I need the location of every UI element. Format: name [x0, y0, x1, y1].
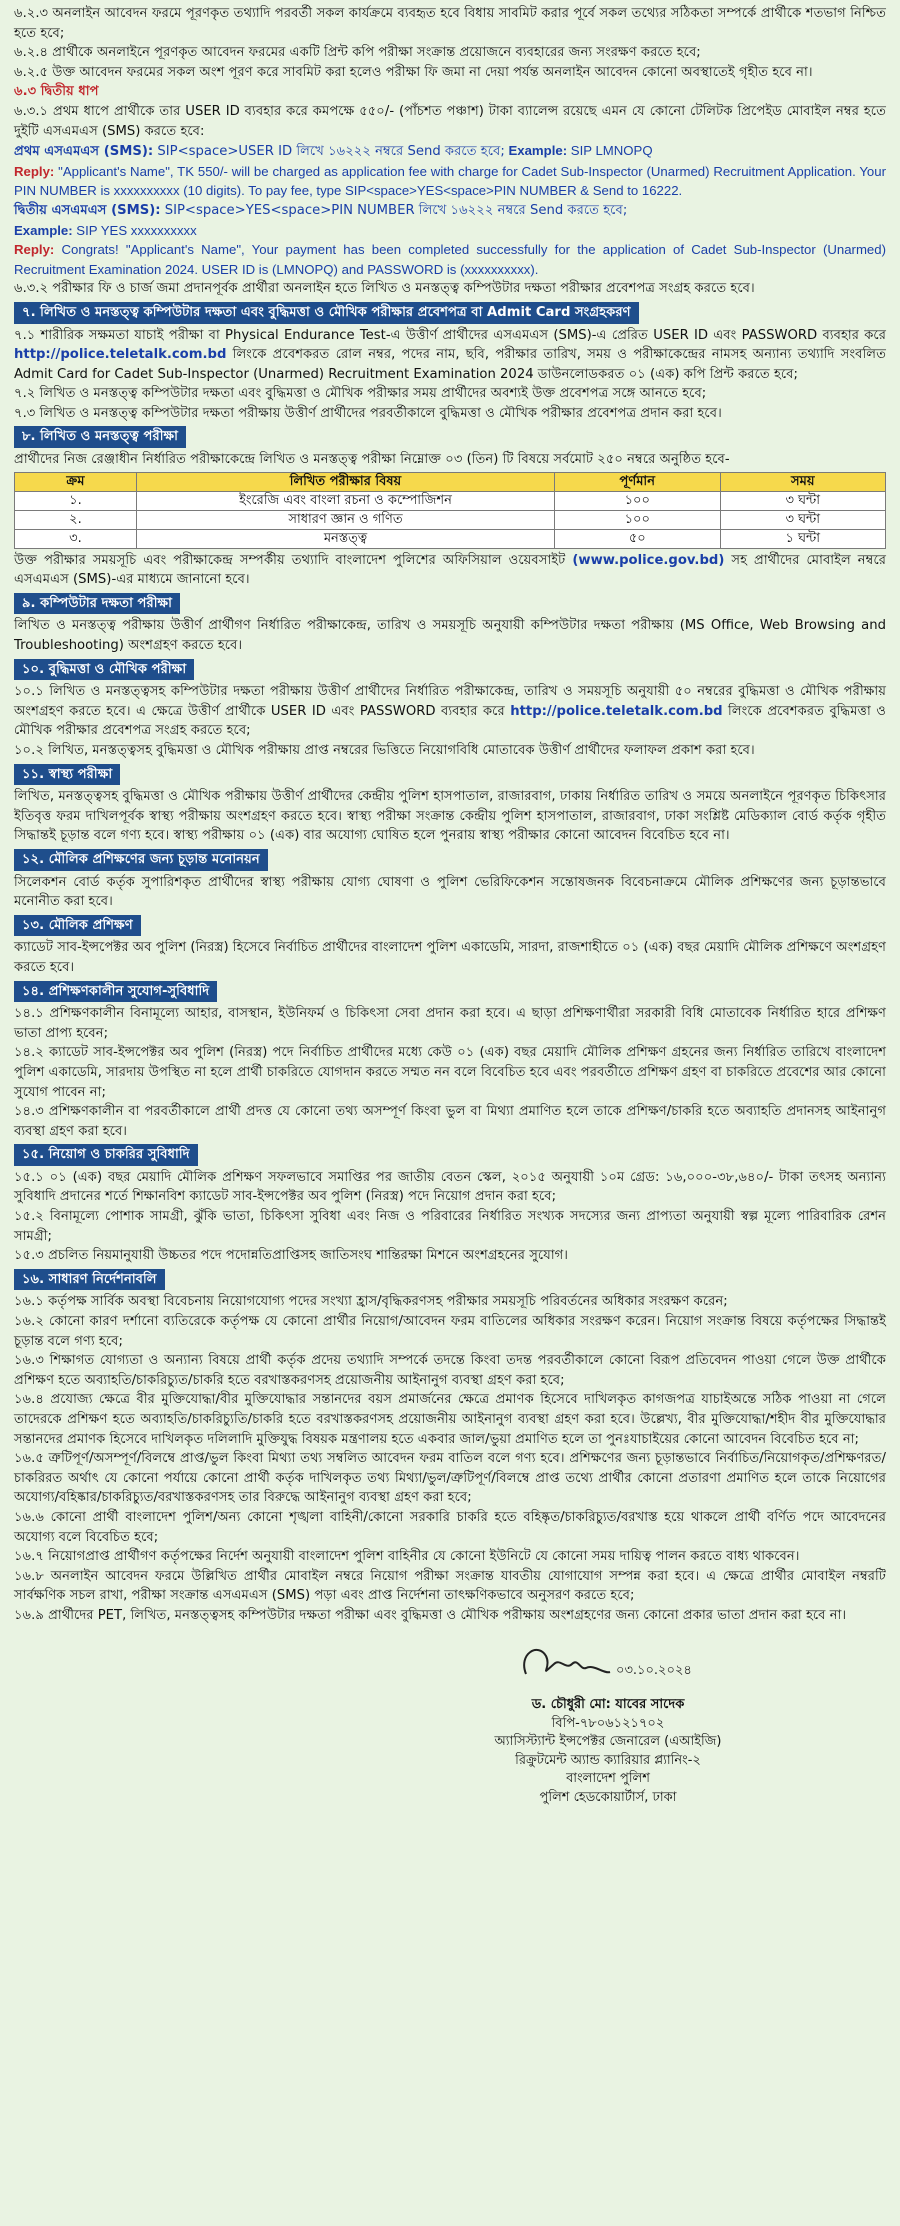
para-16-5: ১৬.৫ ত্রুটিপূর্ণ/অসম্পূর্ণ/বিলম্বে প্রাপ্ত/ভুল কিংবা মিথ্যা তথ্য সম্বলিত আবেদন ফরম বাতিল বলে গণ্য হবে। প্রশিক্ষণের জন্য চূড়ান্তভাবে নির্বাচিত/নিয়োগকৃত/প্রশিক্ষণরত/চাকরিরত অর্থাৎ যে কোনো পর্যায়ে কোনো প্রার্থী কর্তৃক দাখিলকৃত তথ্য মিথ্যা/ভুল/ত্রুটিপূর্ণ/বিলম্বে প্রাপ্ত তথ্যে প্রার্থীর কোনো প্রতারণা প্রমাণিত হলে তাকে নিয়োগের অযোগ্য/বহিষ্কার/চাকরিচ্যুত/বরখাস্তকরণসহ তার বিরুদ্ধে আইনানুগ ব্যবস্থা গ্রহণ করা হবে;: [14, 1451, 886, 1506]
table-cell: ইংরেজি এবং বাংলা রচনা ও কম্পোজিশন: [136, 491, 554, 510]
exam-subject-table: [14, 472, 886, 549]
example1-text: SIP LMNOPQ: [567, 143, 653, 159]
para-8-note: [14, 551, 886, 590]
para-7-1-b: লিংকে প্রবেশকরত রোল নম্বর, পদের নাম, ছবি, পরীক্ষার তারিখ, সময় ও পরীক্ষাকেন্দ্রের নামসহ অন্যান্য তথ্যাদি সংবলিত Admit Card for Cadet Sub-Inspector (Unarmed) Recruitment Examination 2024 ডাউনলোডকরত ০১ (এক) কপি প্রিন্ট করতে হবে;: [14, 347, 886, 382]
table-cell: ১.: [15, 491, 137, 510]
table-cell: ১ ঘন্টা: [720, 529, 886, 548]
table-cell: ১০০: [555, 491, 720, 510]
col-subject: লিখিত পরীক্ষার বিষয়: [136, 472, 554, 491]
para-7-1-a: ৭.১ শারীরিক সক্ষমতা যাচাই পরীক্ষা বা Physical Endurance Test-এ উত্তীর্ণ প্রার্থীদের এসএমএস (SMS)-এ প্রেরিত USER ID এবং PASSWORD ব্যবহার করে: [14, 327, 886, 343]
para-10-1-a: ১০.১ লিখিত ও মনস্তত্ত্বসহ কম্পিউটার দক্ষতা পরীক্ষায় উত্তীর্ণ প্রার্থীদের নির্ধারিত পরীক্ষাকেন্দ্র, তারিখ ও সময়সূচি অনুযায়ী ৫০ নম্বরের বুদ্ধিমত্তা ও মৌখিক পরীক্ষায় অংশগ্রহণ করতে হবে। এ ক্ষেত্রে উত্তীর্ণ প্রার্থীকে USER ID এবং PASSWORD ব্যবহার করে: [14, 684, 886, 719]
section-11-heading: ১১. স্বাস্থ্য পরীক্ষা: [14, 764, 120, 786]
teletalk-link[interactable]: http://police.teletalk.com.bd: [14, 347, 227, 363]
signer-title: অ্যাসিস্ট্যান্ট ইন্সপেক্টর জেনারেল (এআইজি): [494, 1734, 722, 1750]
col-time: সময়: [720, 472, 886, 491]
para-8-intro: প্রার্থীদের নিজ রেঞ্জাধীন নির্ধারিত পরীক্ষাকেন্দ্রে লিখিত ও মনস্তত্ত্ব পরীক্ষা নিম্নোক্ত ০৩ (তিন) টি বিষয়ে সর্বমোট ২৫০ নম্বরে অনুষ্ঠিত হবে-: [14, 452, 730, 468]
signer-name: ড. চৌধুরী মো: যাবের সাদেক: [531, 1697, 685, 1713]
sms1-label: প্রথম এসএমএস (SMS):: [14, 144, 154, 160]
example2-label: Example:: [14, 222, 73, 238]
example2-line: [14, 221, 886, 241]
table-row: [15, 491, 886, 510]
table-cell: ৩.: [15, 529, 137, 548]
sms2-line: [14, 201, 886, 221]
para-14-3: ১৪.৩ প্রশিক্ষণকালীন বা পরবর্তীকালে প্রার্থী প্রদত্ত যে কোনো তথ্য অসম্পূর্ণ কিংবা ভুল বা মিথ্যা প্রমাণিত হলে তাকে প্রশিক্ষণ/চাকরি হতে অব্যাহতি প্রদানসহ আইনানুগ ব্যবস্থা গ্রহণ করা হবে।: [14, 1104, 886, 1139]
table-cell: ২.: [15, 510, 137, 529]
signer-bp: বিপি-৭৮০৬১২১৭০২: [551, 1715, 665, 1731]
table-cell: ৫০: [555, 529, 720, 548]
table-row: [15, 510, 886, 529]
table-cell: সাধারণ জ্ঞান ও গণিত: [136, 510, 554, 529]
para-15-3: ১৫.৩ প্রচলিত নিয়মানুযায়ী উচ্চতর পদে পদোন্নতিপ্রাপ্তিসহ জাতিসংঘ শান্তিরক্ষা মিশনে অংশগ্রহনের সুযোগ।: [14, 1248, 569, 1264]
para-14-1: ১৪.১ প্রশিক্ষণকালীন বিনামূল্যে আহার, বাসস্থান, ইউনিফর্ম ও চিকিৎসা সেবা প্রদান করা হবে। এ ছাড়া প্রশিক্ষণার্থীরা সরকারী বিধি মোতাবেক নির্ধারিত হারে প্রশিক্ষণ ভাতা প্রাপ্য হবেন;: [14, 1006, 886, 1041]
para-16-7: ১৬.৭ নিয়োগপ্রাপ্ত প্রার্থীগণ কর্তৃপক্ষের নির্দেশ অনুযায়ী বাংলাদেশ পুলিশ বাহিনীর যে কোনো ইউনিটে যে কোনো সময় দায়িত্ব পালন করতে বাধ্য থাকবেন।: [14, 1549, 800, 1565]
col-serial: ক্রম: [15, 472, 137, 491]
para-7-3: ৭.৩ লিখিত ও মনস্তত্ত্ব কম্পিউটার দক্ষতা পরীক্ষায় উত্তীর্ণ প্রার্থীদের পরবর্তীকালে বুদ্ধিমত্তা ও মৌখিক পরীক্ষার প্রবেশপত্র প্রদান করা হবে।: [14, 405, 722, 421]
para-10-1: [14, 682, 886, 741]
para-6-2-4: ৬.২.৪ প্রার্থীকে অনলাইনে পূরণকৃত আবেদন ফরমের একটি প্রিন্ট কপি পরীক্ষা সংক্রান্ত প্রয়োজনে ব্যবহারের জন্য সংরক্ষণ করতে হবে;: [14, 45, 701, 61]
example2-text: SIP YES xxxxxxxxxx: [72, 222, 197, 238]
para-15-2: ১৫.২ বিনামূল্যে পোশাক সামগ্রী, ঝুঁকি ভাতা, চিকিৎসা সুবিধা এবং নিজ ও পরিবারের নির্ধারিত সংখ্যক সদস্যের জন্য প্রাপ্যতা অনুযায়ী স্বল্প মূল্যে পারিবারিক রেশন সামগ্রী;: [14, 1209, 886, 1244]
para-16-6: ১৬.৬ কোনো প্রার্থী বাংলাদেশ পুলিশ/অন্য কোনো শৃঙ্খলা বাহিনী/কোনো সরকারি চাকরি হতে বহিষ্কৃত/চাকরিচ্যুত/বরখাস্ত হয়ে থাকলে প্রার্থী বর্ণিত পদে আবেদনের অযোগ্য বলে বিবেচিত হবে;: [14, 1509, 886, 1545]
para-10-1-b: লিংকে প্রবেশকরত বুদ্ধিমত্তা ও মৌখিক পরীক্ষার প্রবেশপত্র সংগ্রহ করতে হবে;: [14, 703, 886, 739]
signer-office: পুলিশ হেডকোয়ার্টার্স, ঢাকা: [539, 1789, 677, 1805]
sms1-line: [14, 141, 886, 162]
reply2-line: [14, 240, 886, 279]
table-cell: ১০০: [555, 510, 720, 529]
para-8-note-a: উক্ত পরীক্ষার সময়সূচি এবং পরীক্ষাকেন্দ্র সম্পর্কীয় তথ্যাদি বাংলাদেশ পুলিশের অফিসিয়াল ওয়েবসাইট: [14, 552, 573, 568]
para-7-1: [14, 326, 886, 385]
table-cell: মনস্তত্ত্ব: [136, 529, 554, 548]
section-9-heading: ৯. কম্পিউটার দক্ষতা পরীক্ষা: [14, 593, 180, 615]
handwritten-signature: [508, 1634, 708, 1690]
reply2-label: Reply:: [14, 242, 55, 258]
para-6-2-3: ৬.২.৩ অনলাইন আবেদন ফরমে পূরণকৃত তথ্যাদি পরবর্তী সকল কার্যক্রমে ব্যবহৃত হবে বিধায় সাবমিট করার পূর্বে সকল তথ্যের সঠিকতা সম্পর্কে প্রার্থীকে শতভাগ নিশ্চিত হতে হবে;: [14, 6, 886, 41]
para-7-2: ৭.২ লিখিত ও মনস্তত্ত্ব কম্পিউটার দক্ষতা এবং বুদ্ধিমত্তা ও মৌখিক পরীক্ষার সময় প্রার্থীদের অবশ্যই উক্ত প্রবেশপত্র সঙ্গে আনতে হবে;: [14, 386, 707, 402]
sms2-text: SIP<space>YES<space>PIN NUMBER লিখে ১৬২২২ নম্বরে Send করতে হবে;: [160, 202, 628, 218]
police-website-link[interactable]: (www.police.gov.bd): [572, 552, 725, 568]
section-15-heading: ১৫. নিয়োগ ও চাকরির সুবিধাদি: [14, 1144, 198, 1166]
para-6-2-5: ৬.২.৫ উক্ত আবেদন ফরমের সকল অংশ পূরণ করে সাবমিট করা হলেও পরীক্ষা ফি জমা না দেয়া পর্যন্ত অনলাইন আবেদন কোনো অবস্থাতেই গৃহীত হবে না।: [14, 64, 813, 80]
table-cell: ৩ ঘন্টা: [720, 510, 886, 529]
reply1-line: [14, 162, 886, 201]
sms2-label: দ্বিতীয় এসএমএস (SMS):: [14, 202, 161, 218]
sms1-text: SIP<space>USER ID লিখে ১৬২২২ নম্বরে Send করতে হবে;: [153, 144, 505, 160]
teletalk-link[interactable]: http://police.teletalk.com.bd: [510, 703, 723, 719]
signer-dept: রিক্রুটমেন্ট অ্যান্ড ক্যারিয়ার প্ল্যানিং-২: [515, 1752, 701, 1768]
para-12: সিলেকশন বোর্ড কর্তৃক সুপারিশকৃত প্রার্থীদের স্বাস্থ্য পরীক্ষায় যোগ্য ঘোষণা ও পুলিশ ভেরিফিকেশন সন্তোষজনক বিবেচনাক্রমে মৌলিক প্রশিক্ষণের জন্য চূড়ান্তভাবে মনোনীত করা হবে।: [14, 874, 886, 910]
section-13-heading: ১৩. মৌলিক প্রশিক্ষণ: [14, 915, 141, 937]
signature-date: ০৩.১০.২০২৪: [616, 1662, 692, 1678]
table-row: [15, 529, 886, 548]
section-7-heading: ৭. লিখিত ও মনস্তত্ত্ব কম্পিউটার দক্ষতা এবং বুদ্ধিমত্তা ও মৌখিক পরীক্ষার প্রবেশপত্র বা Admit Card সংগ্রহকরণ: [14, 302, 639, 324]
para-15-1: ১৫.১ ০১ (এক) বছর মেয়াদি মৌলিক প্রশিক্ষণ সফলভাবে সমাপ্তির পর জাতীয় বেতন স্কেল, ২০১৫ অনুযায়ী ১০ম গ্রেড: ১৬,০০০-৩৮,৬৪০/- টাকা তৎসহ অন্যান্য সুবিধাদি প্রদানের শর্তে শিক্ষানবিশ ক্যাডেট সাব-ইন্সপেক্টর অব পুলিশ (নিরস্ত্র) পদে নিয়োগ প্রদান করা হবে;: [14, 1169, 886, 1205]
para-16-1: ১৬.১ কর্তৃপক্ষ সার্বিক অবস্থা বিবেচনায় নিয়োগযোগ্য পদের সংখ্যা হ্রাস/বৃদ্ধিকরণসহ পরীক্ষার সময়সূচি পরিবর্তনের অধিকার সংরক্ষণ করেন;: [14, 1294, 728, 1310]
table-cell: ৩ ঘন্টা: [720, 491, 886, 510]
para-16-2: ১৬.২ কোনো কারণ দর্শানো ব্যতিরেকে কর্তৃপক্ষ যে কোনো প্রার্থীর নিয়োগ/আবেদন ফরম বাতিলের অধিকার সংরক্ষণ করেন। নিয়োগ সংক্রান্ত বিষয়ে কর্তৃপক্ষের সিদ্ধান্তই চূড়ান্ত বলে গণ্য হবে;: [14, 1314, 886, 1349]
para-11: লিখিত, মনস্তত্ত্বসহ বুদ্ধিমত্তা ও মৌখিক পরীক্ষায় উত্তীর্ণ প্রার্থীদের কেন্দ্রীয় পুলিশ হাসপাতাল, রাজারবাগ, ঢাকায় নির্ধারিত তারিখ ও সময়ে অনলাইনে পূরণকৃত চিকিৎসার ইতিবৃত্ত ফরম দাখিলপূর্বক স্বাস্থ্য পরীক্ষায় অংশগ্রহণ করতে হবে। স্বাস্থ্য পরীক্ষা সংক্রান্ত কেন্দ্রীয় পুলিশ হাসপাতাল, রাজারবাগ, ঢাকা সংশ্লিষ্ট মেডিক্যাল বোর্ড কর্তৃক গৃহীত সিদ্ধান্তই চূড়ান্ত বলে গণ্য হবে। স্বাস্থ্য পরীক্ষায় ০১ (এক) বার অযোগ্য ঘোষিত হলে পুনরায় স্বাস্থ্য পরীক্ষার কোনো আবেদন বিবেচিত হবে না।: [14, 789, 886, 844]
section-16-heading: ১৬. সাধারণ নির্দেশনাবলি: [14, 1269, 165, 1291]
reply1-label: Reply:: [14, 163, 55, 179]
para-16-3: ১৬.৩ শিক্ষাগত যোগ্যতা ও অন্যান্য বিষয়ে প্রার্থী কর্তৃক প্রদেয় তথ্যাদি সম্পর্কে তদন্তে কিংবা তদন্ত পরবর্তীকালে কোনো বিরূপ প্রতিবেদন পাওয়া গেলে উক্ত প্রার্থীকে প্রশিক্ষণ হতে অব্যাহতি/চাকরিচ্যুত/চাকরি হতে বরখাস্তকরণসহ প্রয়োজনীয় আইনানুগ ব্যবস্থা গ্রহণ করা হবে;: [14, 1353, 886, 1388]
section-14-heading: ১৪. প্রশিক্ষণকালীন সুযোগ-সুবিধাদি: [14, 981, 217, 1003]
reply1-text: "Applicant's Name", TK 550/- will be charged as application fee with charge for Cadet Sub-Inspector (Unarmed) Recruitment Application. Your PIN NUMBER is xxxxxxxxxx (10 digits). To pay fee, type SIP<space>YES<space>PIN NUMBER & Send to 16222.: [14, 163, 886, 199]
table-header-row: [15, 472, 886, 491]
para-13: ক্যাডেট সাব-ইন্সপেক্টর অব পুলিশ (নিরস্ত্র) হিসেবে নির্বাচিত প্রার্থীদের বাংলাদেশ পুলিশ একাডেমি, সারদা, রাজশাহীতে ০১ (এক) বছর মেয়াদি মৌলিক প্রশিক্ষণে অংশগ্রহণ করতে হবে।: [14, 940, 886, 975]
para-14-2: ১৪.২ ক্যাডেট সাব-ইন্সপেক্টর অব পুলিশ (নিরস্ত্র) পদে নির্বাচিত প্রার্থীদের মধ্যে কেউ ০১ (এক) বছর মেয়াদি মৌলিক প্রশিক্ষণ গ্রহনের জন্য নির্ধারিত তারিখে বাংলাদেশ পুলিশ একাডেমি, সারদায় উপস্থিত না হলে প্রার্থী চাকরিতে যোগদান করতে সম্মত নন বলে বিবেচিত হবে এবং পরবর্তীতে প্রশিক্ষণ গ্রহণ বা চাকরিতে প্রবেশের আর কোনো সুযোগ পাবেন না;: [14, 1045, 886, 1100]
section-12-heading: ১২. মৌলিক প্রশিক্ষণের জন্য চূড়ান্ত মনোনয়ন: [14, 849, 268, 871]
para-9: লিখিত ও মনস্তত্ত্ব পরীক্ষায় উত্তীর্ণ প্রার্থীগণ নির্ধারিত পরীক্ষাকেন্দ্র, তারিখ ও সময়সূচি অনুযায়ী কম্পিউটার দক্ষতা পরীক্ষায় (MS Office, Web Browsing and Troubleshooting) অংশগ্রহণ করতে হবে।: [14, 618, 886, 654]
example1-label: Example:: [504, 143, 568, 159]
para-16-9: ১৬.৯ প্রার্থীদের PET, লিখিত, মনস্তত্ত্বসহ কম্পিউটার দক্ষতা পরীক্ষা এবং বুদ্ধিমত্তা ও মৌখিক পরীক্ষায় অংশগ্রহণের জন্য কোনো প্রকার ভাতা প্রদান করা হবে না।: [14, 1607, 847, 1623]
signature-block: [478, 1634, 738, 1808]
para-16-8: ১৬.৮ অনলাইন আবেদন ফরমে উল্লিখিত প্রার্থীর মোবাইল নম্বরে নিয়োগ পরীক্ষা সংক্রান্ত যাবতীয় যোগাযোগ সম্পন্ন করা হবে। এ ক্ষেত্রে প্রার্থীর মোবাইল নম্বরটি সার্বক্ষণিক সচল রাখা, পরীক্ষা সংক্রান্ত এসএমএস (SMS) পড়া এবং প্রাপ্ত নির্দেশনা তাৎক্ষণিকভাবে অনুসরণ করতে হবে;: [14, 1568, 886, 1604]
signer-org: বাংলাদেশ পুলিশ: [566, 1771, 650, 1787]
para-16-4: ১৬.৪ প্রযোজ্য ক্ষেত্রে বীর মুক্তিযোদ্ধা/বীর মুক্তিযোদ্ধার সন্তানদের বয়স প্রমার্জনের ক্ষেত্রে প্রমাণক হিসেবে দাখিলকৃত কাগজপত্র যাচাইঅন্তে সঠিক পাওয়া না গেলে তাদেরকে প্রশিক্ষণ হতে অব্যাহতি/চাকরিচ্যুতি/চাকরি হতে বরখাস্তকরণসহ প্রয়োজনীয় আইনানুগ ব্যবস্থা গ্রহণ করা হবে। উল্লেখ্য, বীর মুক্তিযোদ্ধা/শহীদ বীর মুক্তিযোদ্ধার সন্তানদের প্রমাণক হিসেবে দাখিলকৃত দলিলাদি মুক্তিযুদ্ধ বিষয়ক মন্ত্রণালয় হতে একবার জাল/ভুয়া প্রমাণিত হলে তা পুনঃযাচাইয়ের কোনো আবেদন বিবেচিত হবে না;: [14, 1392, 886, 1447]
para-10-2: ১০.২ লিখিত, মনস্তত্ত্বসহ বুদ্ধিমত্তা ও মৌখিক পরীক্ষায় প্রাপ্ত নম্বরের ভিত্তিতে নিয়োগবিধি মোতাবেক উত্তীর্ণ প্রার্থীদের ফলাফল প্রকাশ করা হবে।: [14, 743, 755, 758]
signature-area: [14, 1634, 886, 1844]
subheading-6-3: ৬.৩ দ্বিতীয় ধাপ: [14, 84, 99, 100]
para-6-3-1: ৬.৩.১ প্রথম ধাপে প্রার্থীকে তার USER ID ব্যবহার করে কমপক্ষে ৫৫০/- (পাঁচশত পঞ্চাশ) টাকা ব্যালেন্স রয়েছে এমন যে কোনো টেলিটক প্রিপেইড মোবাইল নম্বর হতে দুইটি এসএমএস (SMS) করতে হবে:: [14, 103, 886, 139]
col-marks: পূর্ণমান: [555, 472, 720, 491]
para-6-3-2: ৬.৩.২ পরীক্ষার ফি ও চার্জ জমা প্রদানপূর্বক প্রার্থীরা অনলাইন হতে লিখিত ও মনস্তত্ত্ব কম্পিউটার দক্ষতা পরীক্ষার প্রবেশপত্র সংগ্রহ করতে হবে।: [14, 281, 755, 297]
section-8-heading: ৮. লিখিত ও মনস্তত্ত্ব পরীক্ষা: [14, 426, 186, 448]
para-8-note-b: সহ প্রার্থীদের মোবাইল নম্বরে এসএমএস (SMS)-এর মাধ্যমে জানানো হবে।: [14, 552, 886, 588]
section-10-heading: ১০. বুদ্ধিমত্তা ও মৌখিক পরীক্ষা: [14, 659, 194, 681]
reply2-text: Congrats! "Applicant's Name", Your payment has been completed successfully for the application of Cadet Sub-Inspector (Unarmed) Recruitment Examination 2024. USER ID is (LMNOPQ) and PASSWORD is (xxxxxxxxxx).: [14, 242, 886, 277]
